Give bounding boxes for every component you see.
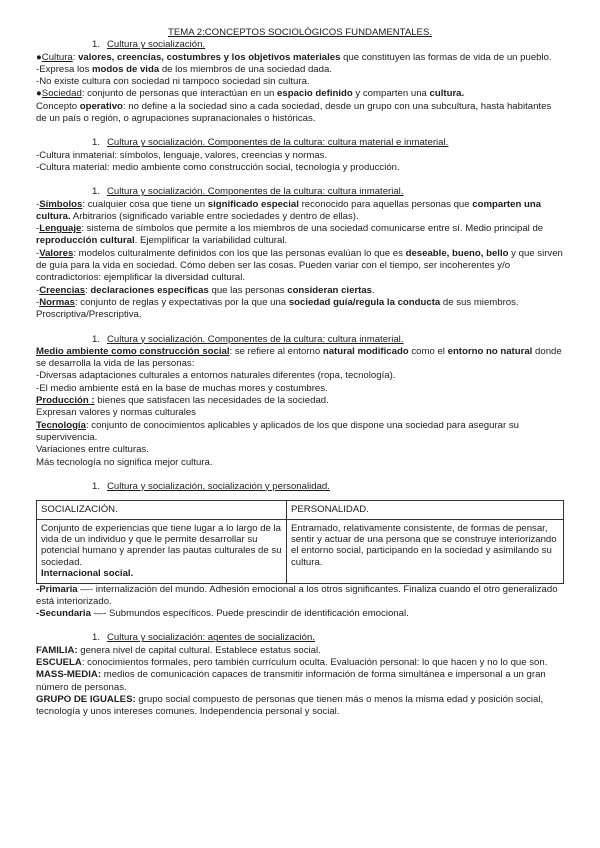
definition-normas: -Normas: conjunto de reglas y expectativas por la que una sociedad guía/regula la conducta de sus miembros. Proscriptiva/Prescriptiva. — [36, 296, 519, 321]
section-heading-cultura-inmaterial: 1. Cultura y socialización. Componentes de la cultura: cultura inmaterial. — [92, 186, 404, 198]
section-heading-socializacion-personalidad: 1. Cultura y socialización, socialización y personalidad. — [92, 480, 330, 492]
text-line: -Diversas adaptaciones culturales a entornos naturales diferentes (ropa, tecnología). — [36, 370, 396, 382]
definition-escuela: ESCUELA: conocimientos formales, pero también currículum oculta. Evaluación personal: lo que hacen y no lo que son. — [36, 657, 548, 669]
definition-mass-media: MASS-MEDIA: medios de comunicación capaces de transmitir información de forma simultánea e impersonal a un gran número de personas. — [36, 669, 546, 693]
socialization-personality-table — [36, 500, 564, 583]
table-header-socializacion: SOCIALIZACIÓN. — [37, 501, 287, 519]
definition-simbolos: -Símbolos: cualquier cosa que tiene un significado especial reconocido para aquellas personas que comparten una cultura. Arbitrarios (significado variable entre sociedades y dentro de ellas). — [36, 198, 542, 222]
text-line: -El medio ambiente está en la base de muchas mores y costumbres. — [36, 382, 328, 394]
table-cell-personalidad: Entramado, relativamente consistente, de formas de pensar, sentir y actuar de una persona que se construye interiorizando el entorno social, participando en la sociedad y asimilando su cultura. — [287, 519, 564, 583]
bullet-icon: ● — [36, 88, 42, 100]
table-header-personalidad: PERSONALIDAD. — [287, 501, 564, 519]
table-cell-socializacion: Conjunto de experiencias que tiene lugar a lo largo de la vida de un individuo y que le permite desarrollar su potencial humano y aprender las pautas culturales de su sociedad. Internacional social. — [37, 519, 287, 583]
bullet-icon: ● — [36, 51, 42, 63]
definition-primaria: -Primaria —- internalización del mundo. Adhesión emocional a los otros significantes. Finaliza cuando el otro generalizado está interiorizado. — [36, 583, 558, 607]
section-heading-agentes-socializacion: 1. Cultura y socialización: agentes de socialización. — [92, 632, 315, 644]
definition-lenguaje: -Lenguaje: sistema de símbolos que permite a los miembros de una sociedad comunicarse entre sí. Medio principal de reproducción cultural. Ejemplificar la variabilidad cultural. — [36, 223, 544, 247]
definition-grupo-iguales: GRUPO DE IGUALES: grupo social compuesto de personas que tienen más o menos la misma edad y posición social, tecnología y unos intereses comunes. Independencia personal y social. — [36, 693, 544, 718]
definition-produccion: Producción : bienes que satisfacen las necesidades de la sociedad. — [36, 395, 329, 407]
section-heading-culture-socialization: 1. Cultura y socialización. — [92, 39, 206, 51]
document-title: TEMA 2:CONCEPTOS SOCIOLÓGICOS FUNDAMENTALES. — [167, 27, 433, 38]
text-line: Variaciones entre culturas. — [36, 444, 149, 456]
text-line: Expresan valores y normas culturales — [36, 407, 196, 419]
definition-secundaria: -Secundaria —- Submundos específicos. Puede prescindir de identificación emocional. — [36, 608, 409, 620]
section-heading-material-inmaterial: 1. Cultura y socialización. Componentes de la cultura: cultura material e inmaterial. — [92, 137, 449, 149]
text-line: Más tecnología no significa mejor cultura. — [36, 456, 213, 468]
text-line: -No existe cultura con sociedad ni tampoco sociedad sin cultura. — [36, 76, 310, 88]
text-line: -Cultura inmaterial: símbolos, lenguaje, valores, creencias y normas. — [36, 149, 328, 161]
text-line: -Expresa los modos de vida de los miembros de una sociedad dada. — [36, 63, 332, 75]
table-row — [37, 519, 564, 583]
text-line: -Cultura material: medio ambiente como construcción social, tecnología y producción. — [36, 161, 400, 173]
table-header-row — [37, 501, 564, 519]
definition-creencias: -Creencias: declaraciones específicas que las personas consideran ciertas. — [36, 284, 375, 296]
section-heading-cultura-inmaterial-2: 1. Cultura y socialización. Componentes de la cultura: cultura inmaterial. — [92, 333, 404, 345]
definition-tecnologia: Tecnología: conjunto de conocimientos aplicables y aplicados de los que dispone una sociedad para asegurar su supervivencia. — [36, 419, 520, 443]
definition-valores: -Valores: modelos culturalmente definidos con los que las personas evalúan lo que es deseable, bueno, bello y que sirven de guía para la vida en sociedad. Cómo deben ser las cosas. Pueden variar con el tiempo, ser incoherentes y/o contradictorios: ejemplificar la diversidad cultural. — [36, 247, 563, 284]
definition-familia: FAMILIA: genera nivel de capital cultural. Establece estatus social. — [36, 644, 321, 656]
definition-concepto-operativo: Concepto operativo: no define a la sociedad sino a cada sociedad, desde un grupo con una subcultura, hasta habitantes de un país o región, o agrupaciones supranacionales o históricas. — [36, 100, 552, 125]
definition-sociedad: ●Sociedad: conjunto de personas que interactúan en un espacio definido y comparten una cultura. — [36, 88, 465, 100]
definition-medio-ambiente: Medio ambiente como construcción social: se refiere al entorno natural modificado como el entorno no natural donde se desarrolla la vida de las personas: — [36, 345, 562, 370]
definition-cultura: ●Cultura: valores, creencias, costumbres y los objetivos materiales que constituyen las formas de vida de un pueblo. — [36, 51, 552, 63]
